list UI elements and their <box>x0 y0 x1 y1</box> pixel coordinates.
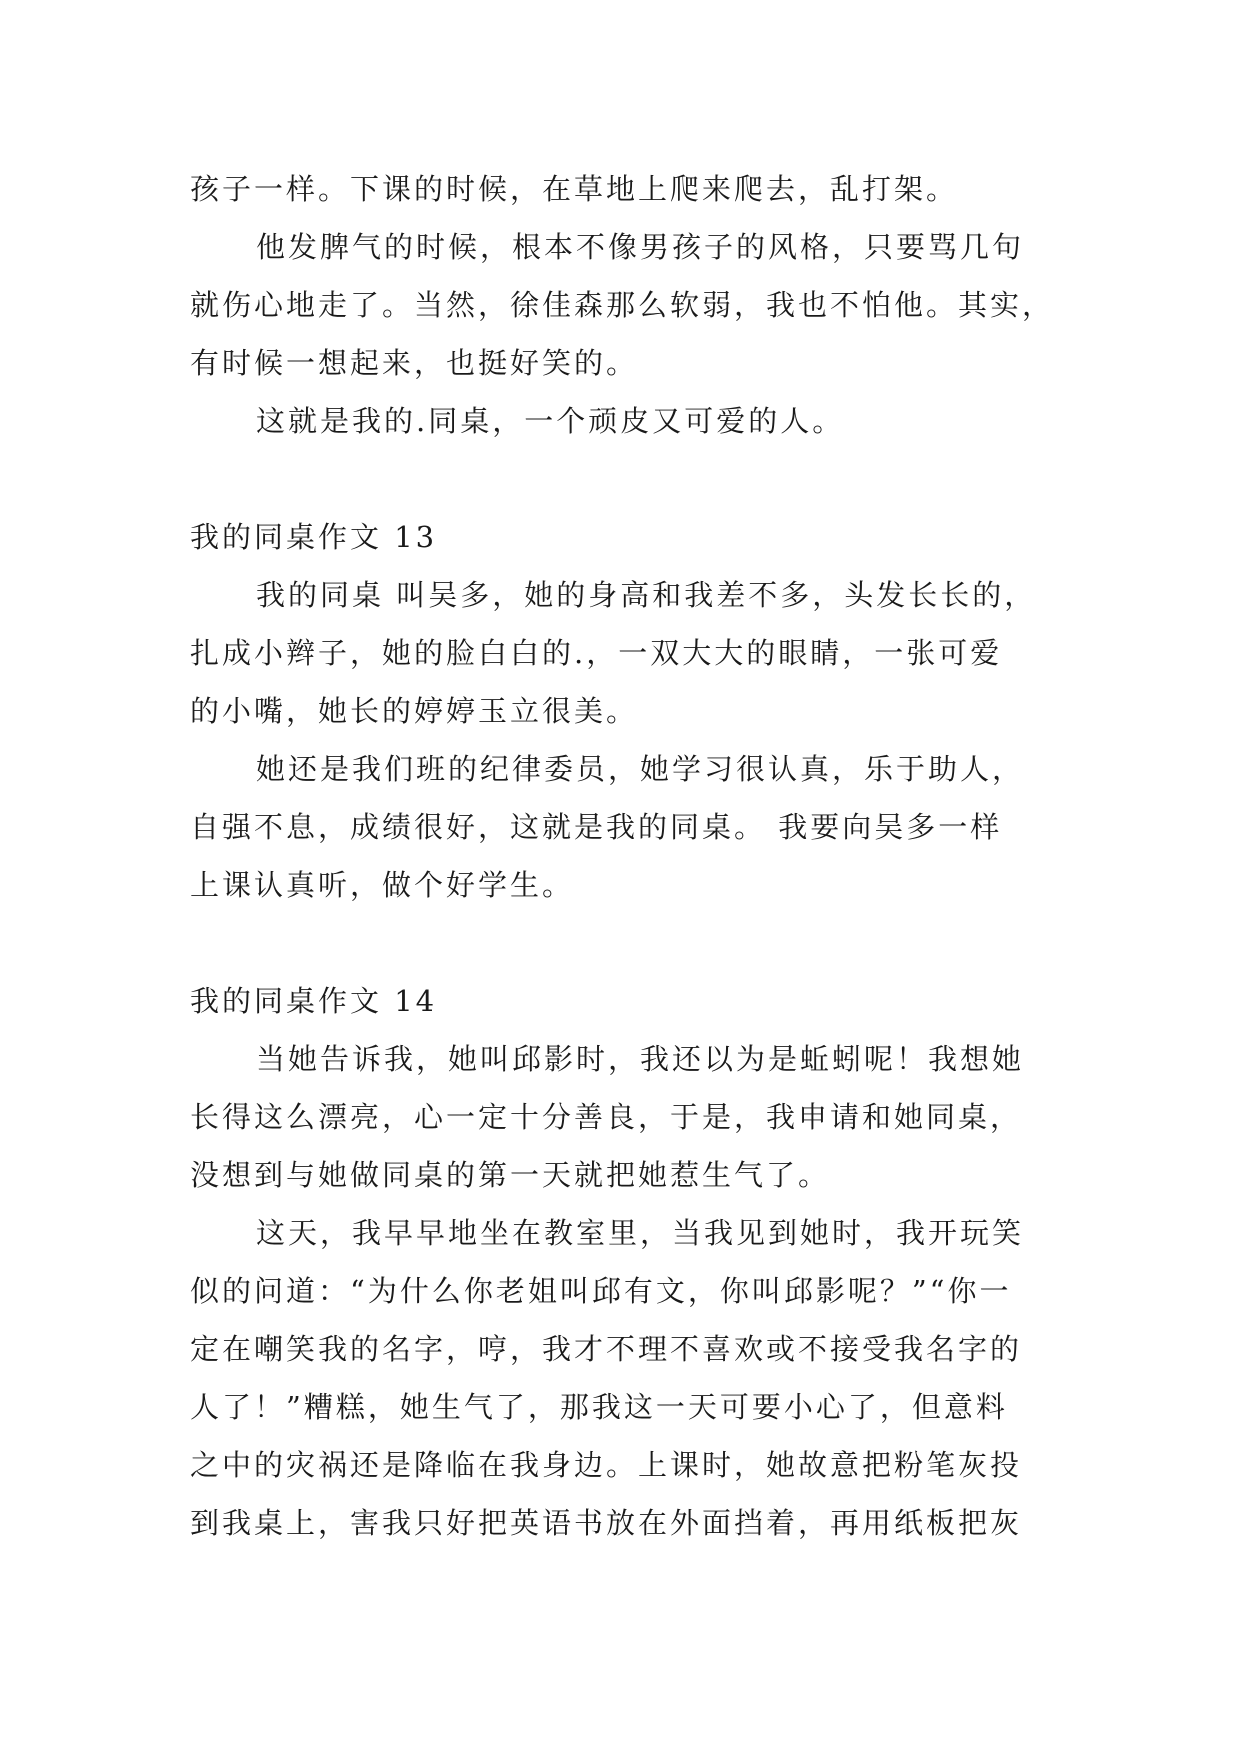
section-gap <box>190 914 1070 972</box>
section-heading-13: 我的同桌作文 13 <box>190 520 438 554</box>
text-line: 的小嘴，她长的婷婷玉立很美。 <box>190 694 639 728</box>
document-body <box>190 160 1070 1552</box>
text-line: 似的问道：“为什么你老姐叫邱有文，你叫邱影呢？”“你一 <box>190 1274 1012 1308</box>
paragraph-start-line: 我的同桌 叫吴多，她的身高和我差不多，头发长长的， <box>256 578 1037 612</box>
text-line: 上课认真听，做个好学生。 <box>190 868 575 902</box>
text-line: 长得这么漂亮，心一定十分善良，于是，我申请和她同桌， <box>190 1100 1023 1134</box>
paragraph-start-line: 这就是我的.同桌，一个顽皮又可爱的人。 <box>256 404 845 438</box>
paragraph-start-line: 这天，我早早地坐在教室里，当我见到她时，我开玩笑 <box>256 1216 1025 1250</box>
paragraph-start-line: 他发脾气的时候，根本不像男孩子的风格，只要骂几句 <box>256 230 1025 264</box>
section-gap <box>190 450 1070 508</box>
paragraph-start-line: 当她告诉我，她叫邱影时，我还以为是蚯蚓呢！我想她 <box>256 1042 1025 1076</box>
text-line: 有时候一想起来，也挺好笑的。 <box>190 346 639 380</box>
text-line: 就伤心地走了。当然，徐佳森那么软弱，我也不怕他。其实， <box>190 288 1055 322</box>
text-line: 定在嘲笑我的名字，哼，我才不理不喜欢或不接受我名字的 <box>190 1332 1023 1366</box>
text-line: 人了！”糟糕，她生气了，那我这一天可要小心了，但意料 <box>190 1390 1008 1424</box>
text-line: 孩子一样。下课的时候，在草地上爬来爬去，乱打架。 <box>190 172 959 206</box>
text-line: 没想到与她做同桌的第一天就把她惹生气了。 <box>190 1158 831 1192</box>
section-heading-14: 我的同桌作文 14 <box>190 984 438 1018</box>
paragraph-start-line: 她还是我们班的纪律委员，她学习很认真，乐于助人， <box>256 752 1025 786</box>
text-line: 扎成小辫子，她的脸白白的.，一双大大的眼睛，一张可爱 <box>190 636 1003 670</box>
text-line: 自强不息，成绩很好，这就是我的同桌。 我要向吴多一样 <box>190 810 1003 844</box>
text-line: 到我桌上，害我只好把英语书放在外面挡着，再用纸板把灰 <box>190 1506 1023 1540</box>
text-line: 之中的灾祸还是降临在我身边。上课时，她故意把粉笔灰投 <box>190 1448 1023 1482</box>
